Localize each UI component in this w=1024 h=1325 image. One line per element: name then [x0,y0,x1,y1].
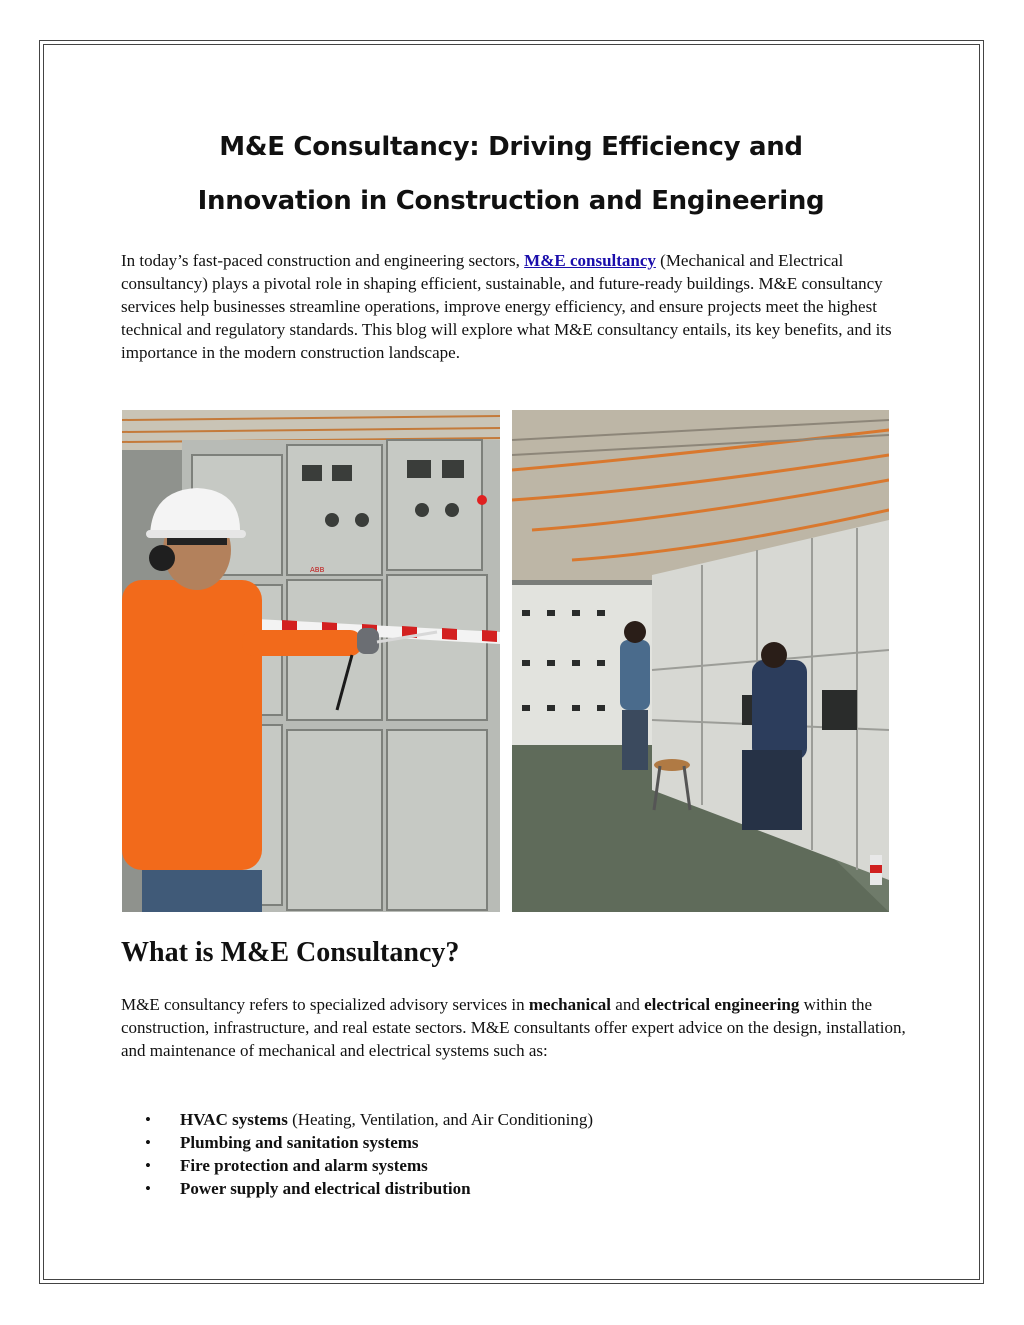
section-text-start: M&E consultancy refers to specialized advisory services in [121,995,529,1014]
bullet-icon: • [145,1133,151,1152]
me-consultancy-link[interactable]: M&E consultancy [524,251,656,270]
section-paragraph [121,993,911,1062]
bold-mechanical: mechanical [528,995,612,1014]
systems-list [121,1108,593,1200]
title-line-2: Innovation in Construction and Engineering [197,186,825,216]
intro-text-start: In today’s fast-paced construction and engineering sectors, [121,251,525,270]
bold-electrical-engineering: electrical engineering [644,995,800,1014]
section-text-and: and [611,995,645,1014]
intro-paragraph [121,249,911,364]
list-item-rest: (Heating, Ventilation, and Air Conditioning) [287,1110,594,1129]
section-heading: What is M&E Consultancy? [121,937,460,968]
list-item [121,1154,593,1177]
list-item [121,1131,593,1154]
bullet-icon: • [145,1110,151,1129]
photo-switch-room-technicians [512,410,889,912]
intro-text-end: (Mechanical and Electrical consultancy) plays a pivotal role in shaping efficient, sustainable, and future-ready buildings. M&E consultancy services help businesses streamline operations, improve energy efficiency, and ensure projects meet the highest technical and regulatory standards. This blog will explore what M&E consultancy entails, its key benefits, and its importance in the modern construction landscape. [121,251,892,362]
list-item-bold: Plumbing and sanitation systems [180,1133,419,1152]
photo-technician-testing-switchgear [122,410,500,912]
list-item [121,1177,593,1200]
section-text-end: within the construction, infrastructure, and real estate sectors. M&E consultants offer expert advice on the design, installation, and maintenance of mechanical and electrical systems such as: [121,995,906,1060]
page-title [121,120,901,228]
panel-badge-text: ABB [310,566,325,574]
list-item-bold: Fire protection and alarm systems [180,1156,428,1175]
bullet-icon: • [145,1179,151,1198]
list-item-bold: Power supply and electrical distribution [180,1179,471,1198]
list-item [121,1108,593,1131]
list-item-bold: HVAC systems [180,1110,288,1129]
title-line-1: M&E Consultancy: Driving Efficiency and [219,132,803,162]
bullet-icon: • [145,1156,151,1175]
